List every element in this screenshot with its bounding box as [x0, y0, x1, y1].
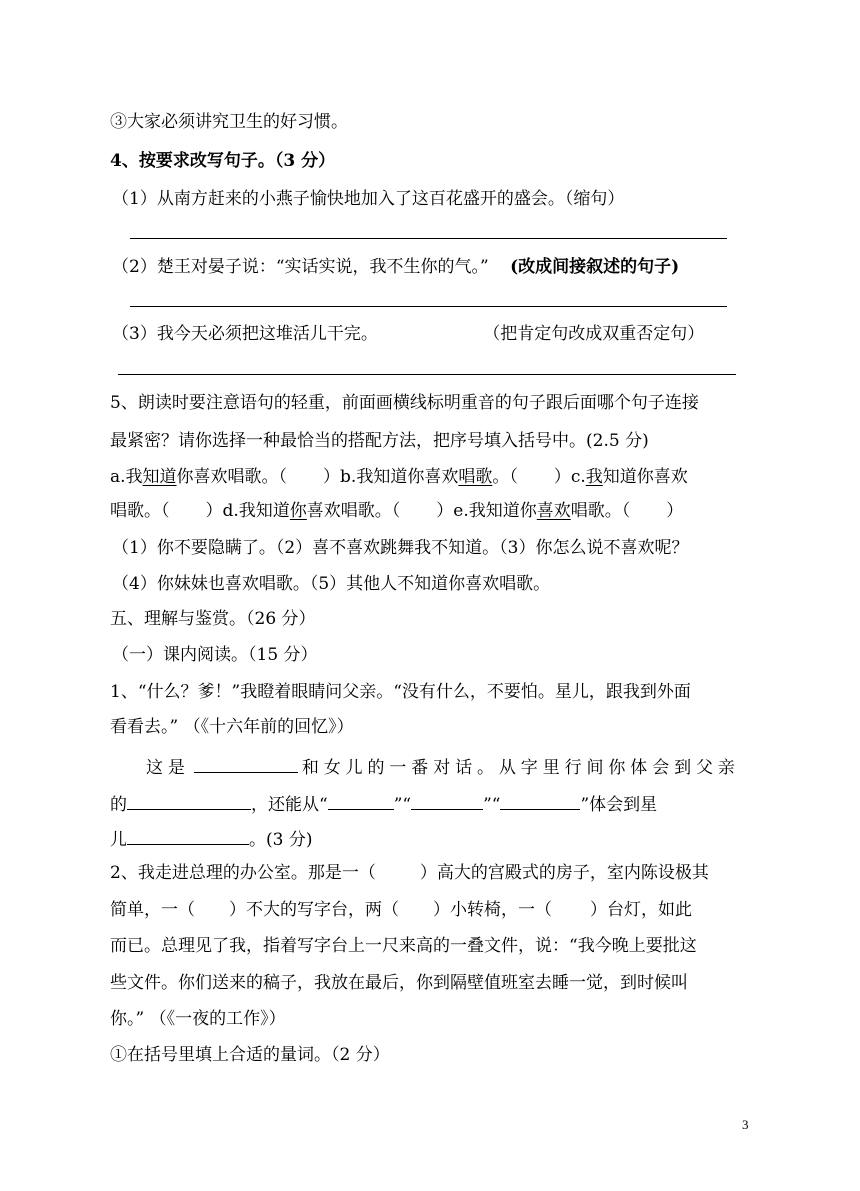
question-4-2-text: （2）楚王对晏子说：“实话实说，我不生你的气。” [112, 257, 489, 277]
question-4-heading: 4、按要求改写句子。（3 分） [110, 151, 336, 171]
stress-options-line-1 [110, 465, 688, 489]
subsection-1-heading: （一）课内阅读。（15 分） [112, 645, 318, 665]
answer-line-4-3[interactable] [118, 374, 736, 375]
page-number: 3 [742, 1117, 749, 1132]
question-5-line-2: 最紧密？请你选择一种最恰当的搭配方法，把序号填入括号中。(2.5 分) [110, 431, 649, 451]
reading-2-line-2 [110, 898, 692, 922]
item-3-3: ③大家必须讲究卫生的好习惯。 [110, 112, 348, 132]
section-5-heading: 五、理解与鉴赏。（26 分） [110, 609, 316, 629]
reading-2-question-1: ①在括号里填上合适的量词。（2 分） [110, 1045, 390, 1065]
option-b-prefix: ）b.我知道你喜欢 [323, 467, 459, 487]
reading-1-q2-text-a: 的 [110, 795, 127, 815]
option-d-prefix: ）d.我知道 [205, 501, 290, 521]
option-c-suffix: 知道你喜欢 [602, 467, 688, 487]
blank-quote-2[interactable] [411, 791, 483, 810]
option-e-stress: 喜欢 [536, 501, 571, 521]
reading-1-q3-text-b: 。(3 分) [249, 830, 313, 850]
blank-speaker[interactable] [194, 754, 298, 773]
reading-2-line-1 [110, 861, 709, 885]
question-5-line-1: 5、朗读时要注意语句的轻重，前面画横线标明重音的句子跟后面哪个句子连接 [110, 393, 699, 413]
question-4-3 [112, 322, 704, 346]
sentence-choices-2: （4）你妹妹也喜欢唱歌。（5）其他人不知道你喜欢唱歌。 [112, 574, 551, 594]
reading-1-question-line-1 [146, 754, 740, 780]
reading-1-q2-text-c: ”“ [393, 795, 412, 815]
blank-quote-3[interactable] [500, 791, 580, 810]
reading-2-l2-d: ）台灯，如此 [590, 900, 692, 920]
option-a-prefix: a.我 [110, 467, 143, 487]
stress-options-line-2 [110, 499, 683, 523]
reading-1-question-line-2 [110, 791, 657, 817]
reading-2-text-a: 2、我走进总理的办公室。那是一（ [110, 863, 376, 883]
reading-2-l2-c: ）小转椅，一（ [433, 900, 552, 920]
reading-2-line-5: 你。” （《一夜的工作》） [110, 1009, 286, 1029]
question-4-2-instruction: (改成间接叙述的句子) [510, 257, 680, 277]
reading-1-line-2: 看看去。” （《十六年前的回忆》） [110, 717, 354, 737]
reading-1-q-text-b: 和女儿的一番对话。从字里行间你体会到父亲 [301, 758, 740, 778]
reading-2-line-4: 些文件。你们送来的稿子，我放在最后，你到隔壁值班室去睡一觉，到时候叫 [110, 973, 688, 993]
option-e-end: ） [666, 501, 684, 521]
question-4-2 [112, 255, 679, 279]
option-c-stress: 我 [585, 467, 603, 487]
answer-line-4-1[interactable] [130, 238, 727, 239]
option-c-prefix: ）c. [553, 467, 586, 487]
blank-xinger-feeling[interactable] [127, 826, 249, 845]
reading-1-line-1: 1、“什么？爹！”我瞪着眼睛问父亲。“没有什么，不要怕。星儿，跟我到外面 [110, 682, 691, 702]
option-e-suffix: 唱歌。（ [570, 501, 631, 521]
question-4-3-text: （3）我今天必须把这堆活儿干完。 [112, 324, 378, 344]
option-c-end: 唱歌。（ [110, 501, 170, 521]
reading-1-question-line-3 [110, 826, 312, 852]
sentence-choices-1: （1）你不要隐瞒了。（2）喜不喜欢跳舞我不知道。（3）你怎么说不喜欢呢？ [112, 538, 689, 558]
option-e-prefix: ）e.我知道你 [436, 501, 537, 521]
question-4-1: （1）从南方赶来的小燕子愉快地加入了这百花盛开的盛会。（缩句） [112, 189, 625, 209]
reading-2-text-b: ）高大的宫殿式的房子，室内陈设极其 [419, 863, 709, 883]
reading-2-line-3: 而已。总理见了我，指着写字台上一尺来高的一叠文件，说：“我今晚上要批这 [110, 936, 697, 956]
reading-1-q2-text-e: ”体会到星 [580, 795, 658, 815]
option-d-stress: 你 [289, 501, 307, 521]
reading-1-q3-text-a: 儿 [110, 830, 127, 850]
blank-father-feeling[interactable] [127, 791, 251, 810]
option-a-suffix: 你喜欢唱歌。（ [176, 467, 288, 487]
reading-2-l2-a: 简单，一（ [110, 900, 195, 920]
question-4-3-instruction: （把肯定句改成双重否定句） [483, 324, 705, 344]
option-b-stress: 唱歌 [458, 467, 493, 487]
reading-1-q2-text-b: ，还能从“ [251, 795, 328, 815]
reading-2-l2-b: ）不大的写字台，两（ [229, 900, 399, 920]
option-d-suffix: 喜欢唱歌。（ [306, 501, 401, 521]
option-a-stress: 知道 [142, 467, 177, 487]
answer-line-4-2[interactable] [130, 306, 727, 307]
reading-1-q2-text-d: ”“ [483, 795, 501, 815]
reading-1-q-text-a: 这是 [146, 758, 190, 778]
blank-quote-1[interactable] [328, 791, 394, 810]
option-b-suffix: 。（ [492, 467, 518, 487]
